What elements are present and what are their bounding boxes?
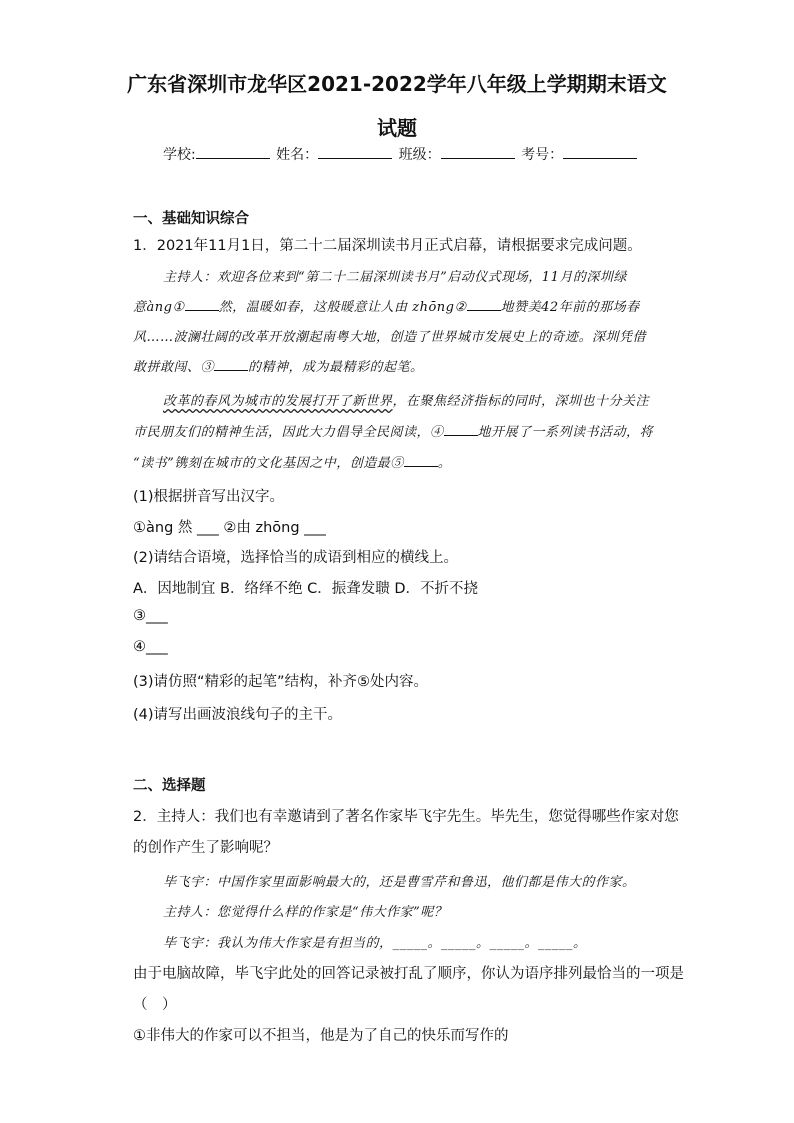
school-label: 学校:: [163, 147, 196, 163]
document-title-line2: 试题: [377, 116, 417, 140]
exam-no-blank[interactable]: [563, 145, 637, 159]
section1-heading: 一、基础知识综合: [133, 211, 249, 227]
sub-question-1: (1)根据拼音写出汉字。: [133, 489, 285, 505]
question-2-line3: 由于电脑故障，毕飞宇此处的回答记录被打乱了顺序，你认为语序排列最恰当的一项是: [133, 966, 684, 982]
question-2-line4: （ ）: [133, 997, 177, 1013]
passage-p1-line4: [133, 356, 424, 375]
passage-p2-line2: [133, 421, 653, 440]
name-label: 姓名：: [276, 147, 319, 163]
option-item-1: ①非伟大的作家可以不担当，他是为了自己的快乐而写作的: [133, 1028, 509, 1044]
passage-p1-line2: [133, 296, 640, 315]
sub-question-1-items: ①àng 然 ___ ②由 zhōng ___: [133, 520, 326, 536]
blank-2: [467, 298, 501, 311]
passage-p2-line1: [163, 390, 649, 409]
passage-text: 意àng①: [133, 300, 185, 315]
passage-p2-line3: [133, 452, 451, 471]
answer-blank-3: ③___: [133, 608, 168, 624]
blank-4: [444, 423, 478, 436]
dialog-line-2: 主持人：您觉得什么样的作家是“伟大作家”呢？: [163, 905, 448, 920]
passage-text: 敢拼敢闯、③: [133, 360, 215, 375]
dialog-line-1: 毕飞宇：中国作家里面影响最大的，还是曹雪芹和鲁迅，他们都是伟大的作家。: [163, 875, 636, 890]
options-line: A．因地制宜 B．络绎不绝 C．振聋发聩 D．不折不挠: [133, 581, 478, 597]
wavy-sentence: 改革的春风为城市的发展打开了新世界: [163, 394, 393, 409]
answer-blank-4: ④___: [133, 639, 168, 655]
school-blank[interactable]: [196, 145, 270, 159]
passage-text: 市民朋友们的精神生活，因此大力倡导全民阅读，④: [133, 425, 444, 440]
passage-p1-line3: 风……波澜壮阔的改革开放潮起南粤大地，创造了世界城市发展史上的奇迹。深圳凭借: [133, 330, 647, 345]
passage-text: 地赞美42年前的那场春: [500, 300, 640, 315]
student-info-row: [163, 144, 639, 164]
class-label: 班级：: [398, 147, 441, 163]
exam-no-label: 考号：: [521, 147, 564, 163]
dialog-line-3: 毕飞宇：我认为伟大作家是有担当的，_____。_____。_____。_____。: [163, 936, 587, 951]
section2-heading: 二、选择题: [133, 778, 206, 794]
question-2-line1: 2．主持人：我们也有幸邀请到了著名作家毕飞宇先生。毕先生，您觉得哪些作家对您: [133, 809, 679, 825]
passage-text: “读书”镌刻在城市的文化基因之中，创造最⑤: [133, 456, 404, 471]
sub-question-4: (4)请写出画波浪线句子的主干。: [133, 707, 343, 723]
passage-text: 的精神，成为最精彩的起笔。: [248, 360, 424, 375]
blank-1: [185, 298, 219, 311]
passage-text: 然，温暖如春，这般暖意让人由 zhōng②: [218, 300, 467, 315]
question-2-line2: 的创作产生了影响呢？: [133, 840, 278, 856]
passage-text: 。: [437, 456, 452, 471]
name-blank[interactable]: [318, 145, 392, 159]
passage-text: ，在聚焦经济指标的同时，深圳也十分关注: [392, 394, 650, 409]
passage-text: 地开展了一系列读书活动，将: [477, 425, 654, 440]
blank-3: [214, 358, 248, 371]
class-blank[interactable]: [441, 145, 515, 159]
sub-question-2: (2)请结合语境，选择恰当的成语到相应的横线上。: [133, 550, 459, 566]
document-title-line1: 广东省深圳市龙华区2021-2022学年八年级上学期期末语文: [127, 72, 667, 96]
sub-question-3: (3)请仿照“精彩的起笔”结构，补齐⑤处内容。: [133, 674, 429, 690]
passage-p1-line1: 主持人：欢迎各位来到“第二十二届深圳读书月”启动仪式现场，11月的深圳绿: [163, 270, 627, 285]
blank-5: [404, 454, 438, 467]
question-1: 1．2021年11月1日，第二十二届深圳读书月正式启幕，请根据要求完成问题。: [133, 238, 642, 254]
